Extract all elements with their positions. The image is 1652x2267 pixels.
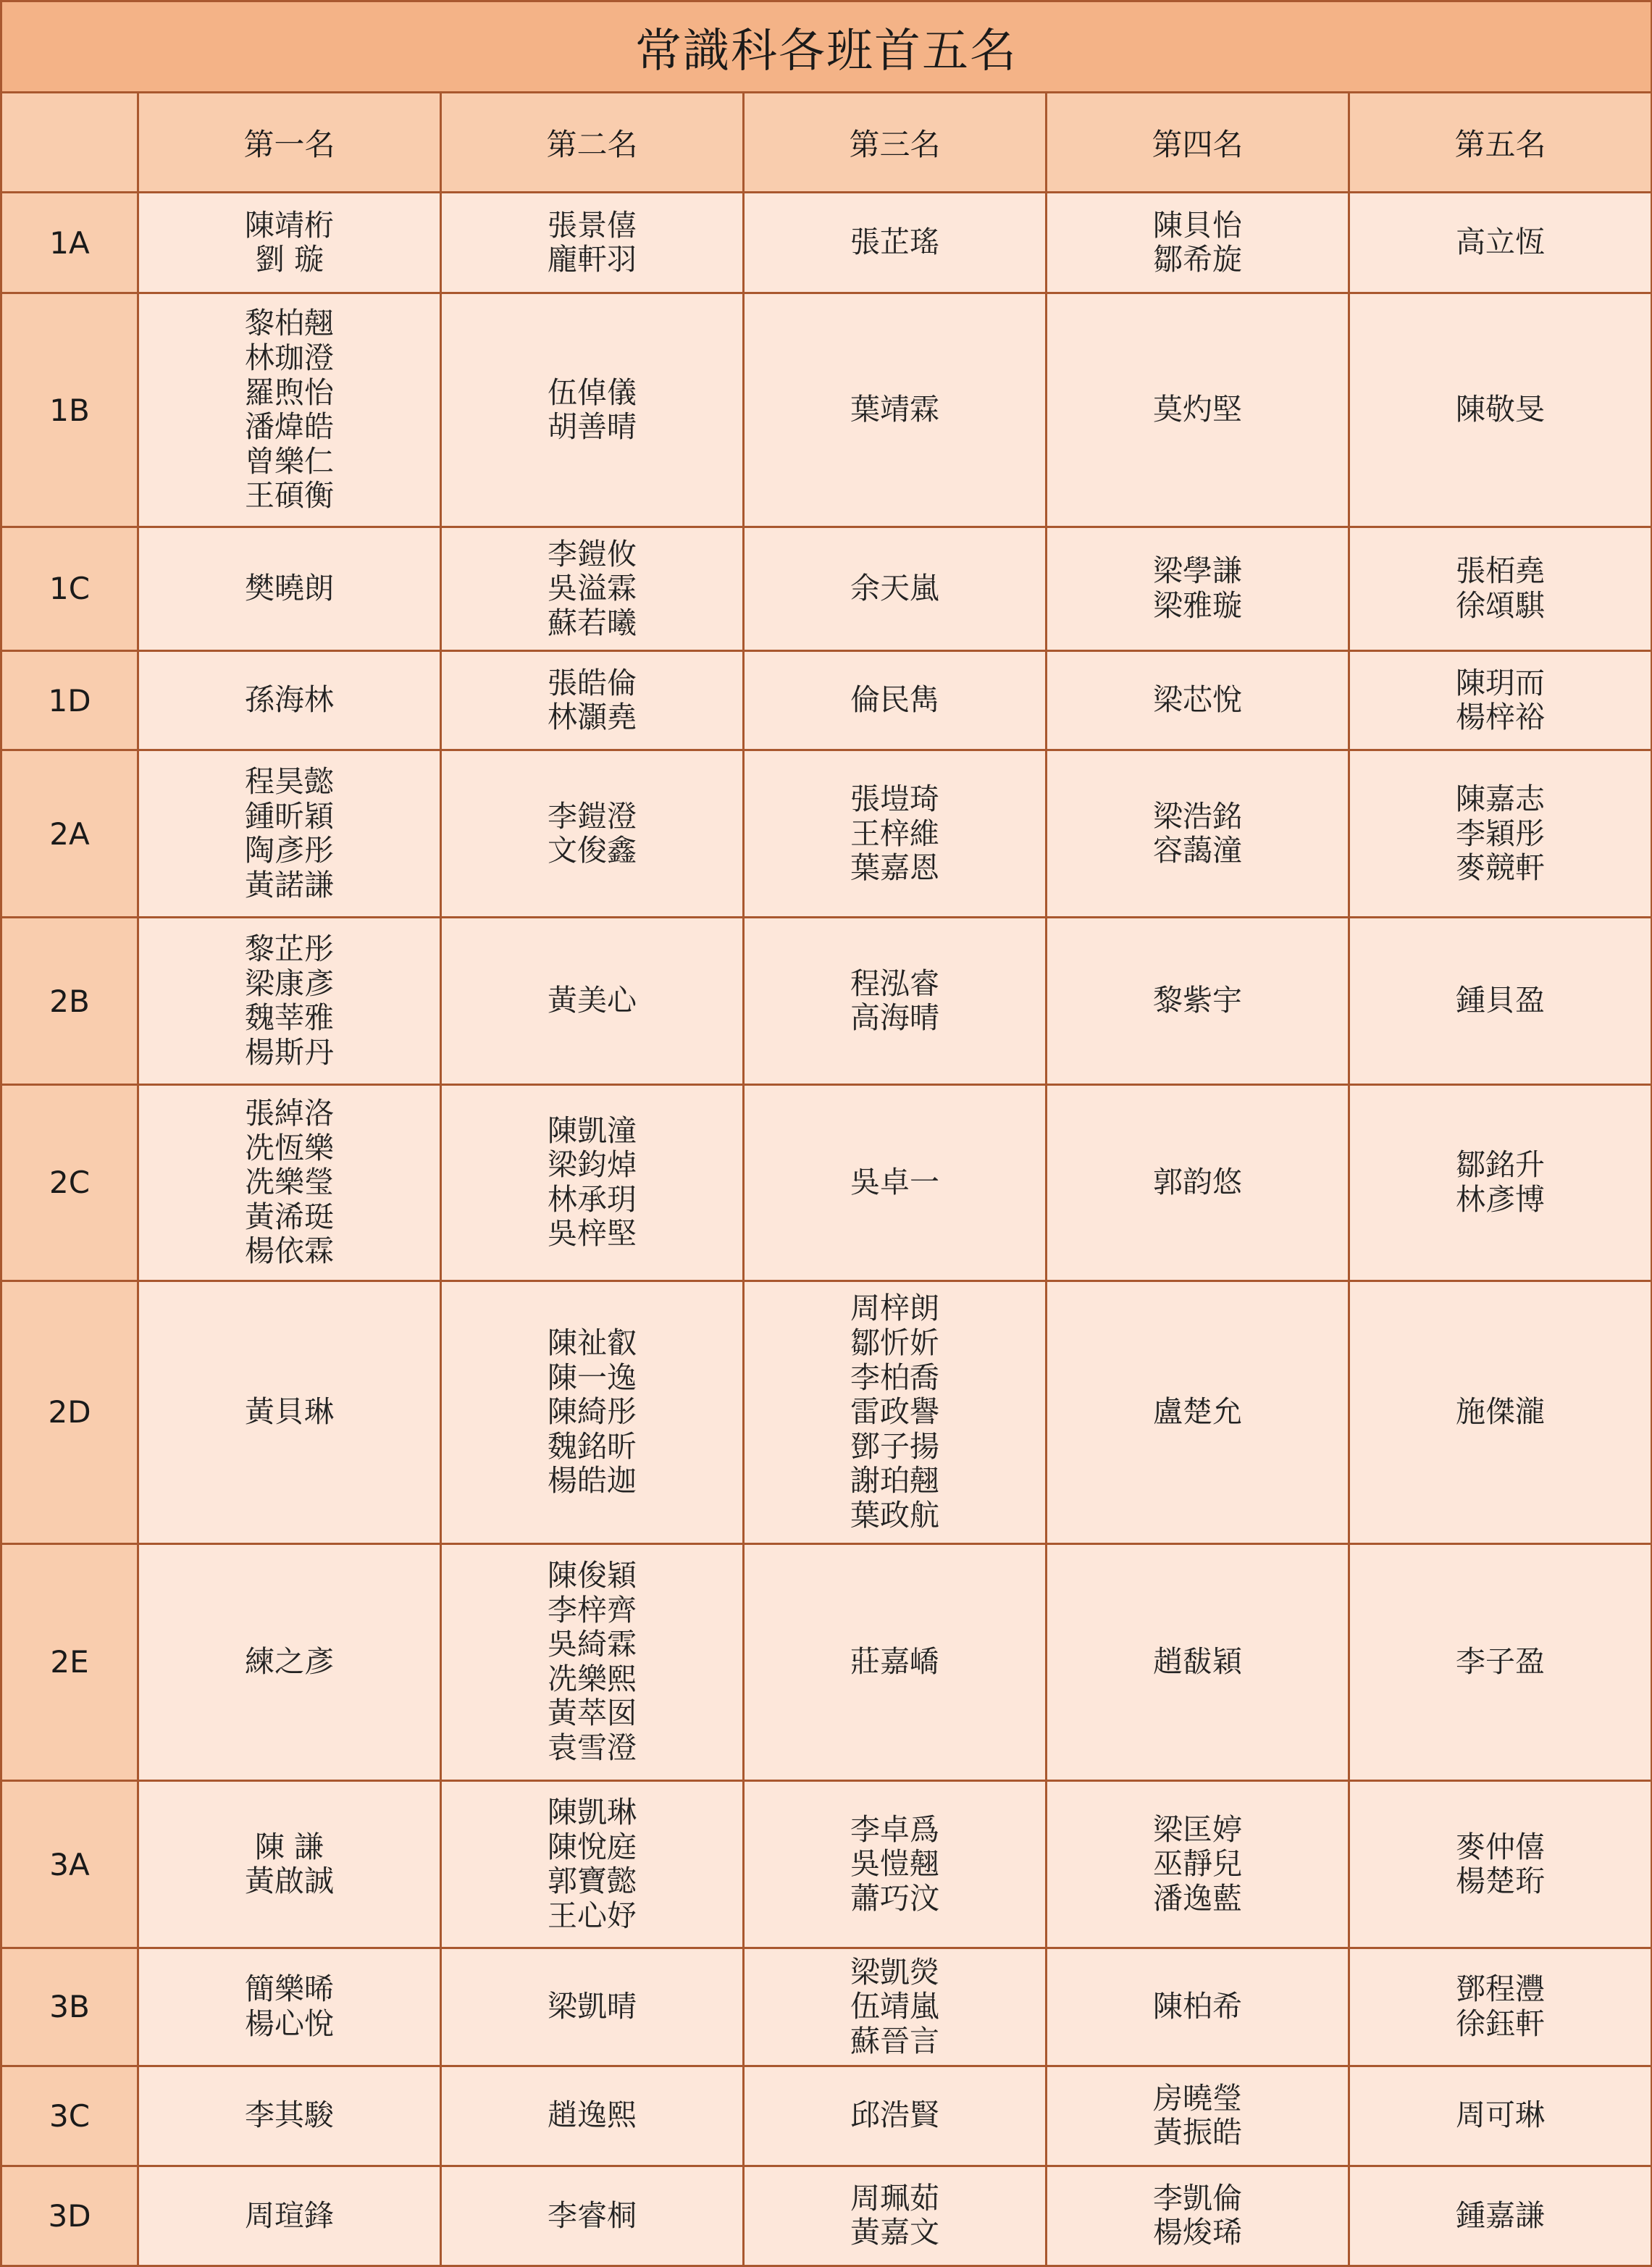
student-name: 雷政譽 [850, 1394, 939, 1430]
student-name: 郭寶懿 [548, 1864, 637, 1899]
place-cell [1349, 918, 1652, 1084]
place-cell [1047, 1281, 1349, 1543]
student-name: 胡善晴 [548, 409, 637, 445]
student-name: 梁浩銘 [1153, 798, 1242, 834]
student-name: 周梓朗 [850, 1291, 939, 1326]
student-name: 曾樂仁 [245, 443, 334, 479]
student-name: 麥競軒 [1456, 850, 1545, 886]
student-name: 李卓爲 [850, 1811, 939, 1847]
place-cell [744, 1948, 1047, 2066]
table-row [1, 1543, 1652, 1780]
class-label: 1D [1, 650, 138, 750]
student-name: 周珮茹 [850, 2180, 939, 2216]
place-cell [1047, 918, 1349, 1084]
student-name: 吳溢霖 [548, 571, 637, 606]
student-name: 陳 謙 [254, 1829, 324, 1864]
student-name: 林彥博 [1456, 1181, 1545, 1217]
place-cell [138, 2066, 441, 2166]
student-name: 黃諾謙 [245, 867, 334, 902]
student-name: 林灝堯 [548, 700, 637, 735]
student-name: 黃萃囡 [548, 1696, 637, 1731]
place-cell [138, 2166, 441, 2266]
student-name: 黎柏翹 [245, 306, 334, 341]
student-name: 郭韵悠 [1153, 1165, 1242, 1200]
header-second: 第二名 [441, 93, 744, 193]
student-name: 鄒希旋 [1153, 242, 1242, 277]
student-name: 伍倬儀 [548, 374, 637, 410]
student-name: 黃美心 [548, 983, 637, 1018]
student-name: 李鎧攸 [548, 536, 637, 571]
place-cell [441, 650, 744, 750]
student-name: 王碩衡 [245, 478, 334, 514]
place-cell [138, 527, 441, 650]
student-name: 練之彥 [245, 1644, 334, 1680]
student-name: 施傑瀧 [1456, 1394, 1545, 1430]
student-name: 梁學謙 [1153, 553, 1242, 589]
place-cell [1047, 527, 1349, 650]
place-cell [744, 2066, 1047, 2166]
student-name: 張綽洛 [245, 1096, 334, 1131]
student-name: 周瑄鋒 [245, 2197, 334, 2233]
student-name: 黃浠珽 [245, 1199, 334, 1234]
place-cell [1349, 2166, 1652, 2266]
class-label: 3D [1, 2166, 138, 2266]
student-name: 黎芷彤 [245, 931, 334, 966]
student-name: 鍾昕穎 [245, 798, 334, 834]
table-row [1, 650, 1652, 750]
table-row [1, 2066, 1652, 2166]
student-name: 梁凱晴 [548, 1989, 637, 2024]
place-cell [1047, 650, 1349, 750]
student-name: 倫民雋 [850, 682, 939, 718]
header-third: 第三名 [744, 93, 1047, 193]
student-name: 梁凱熒 [850, 1954, 939, 1990]
place-cell [138, 1781, 441, 1948]
student-name: 盧楚允 [1153, 1394, 1242, 1430]
student-name: 陶彥彤 [245, 833, 334, 868]
student-name: 黃啟誠 [245, 1864, 334, 1899]
place-cell [1047, 1543, 1349, 1780]
place-cell [441, 193, 744, 293]
place-cell [138, 293, 441, 527]
student-name: 程泓睿 [850, 965, 939, 1001]
student-name: 梁匡婷 [1153, 1811, 1242, 1847]
place-cell [441, 918, 744, 1084]
place-cell [441, 2066, 744, 2166]
student-name: 謝珀翹 [850, 1463, 939, 1499]
table-row [1, 1084, 1652, 1281]
student-name: 吳綺霖 [548, 1627, 637, 1662]
student-name: 鄒忻妡 [850, 1325, 939, 1360]
student-name: 吳卓一 [850, 1165, 939, 1200]
student-name: 葉政航 [850, 1497, 939, 1533]
student-name: 吳梓堅 [548, 1216, 637, 1252]
place-cell [441, 527, 744, 650]
table-row [1, 750, 1652, 918]
table-row [1, 1948, 1652, 2066]
student-name: 陳靖桁 [245, 207, 334, 243]
student-name: 樊曉朗 [245, 571, 334, 606]
place-cell [1349, 293, 1652, 527]
place-cell [441, 1281, 744, 1543]
student-name: 蕭巧汶 [850, 1880, 939, 1916]
place-cell [1349, 1543, 1652, 1780]
student-name: 袁雪澄 [548, 1730, 637, 1765]
student-name: 文俊鑫 [548, 833, 637, 868]
student-name: 張皓倫 [548, 665, 637, 700]
class-label: 1A [1, 193, 138, 293]
place-cell [138, 750, 441, 918]
table-title: 常識科各班首五名 [1, 1, 1652, 93]
header-first: 第一名 [138, 93, 441, 193]
student-name: 陳貝怡 [1153, 207, 1242, 243]
place-cell [744, 1281, 1047, 1543]
place-cell [744, 918, 1047, 1084]
student-name: 徐頌騏 [1456, 587, 1545, 623]
table-row [1, 2166, 1652, 2266]
student-name: 李凱倫 [1153, 2180, 1242, 2216]
class-label: 1C [1, 527, 138, 650]
header-row [1, 93, 1652, 193]
place-cell [1047, 750, 1349, 918]
place-cell [1349, 650, 1652, 750]
student-name: 李睿桐 [548, 2197, 637, 2233]
student-name: 梁芯悅 [1153, 682, 1242, 718]
table-row [1, 293, 1652, 527]
student-name: 高海晴 [850, 1000, 939, 1036]
student-name: 陳玥而 [1456, 665, 1545, 700]
student-name: 陳柏希 [1153, 1989, 1242, 2024]
place-cell [441, 293, 744, 527]
student-name: 伍靖嵐 [850, 1989, 939, 2024]
place-cell [1349, 527, 1652, 650]
class-label: 2E [1, 1543, 138, 1780]
class-label: 3A [1, 1781, 138, 1948]
student-name: 徐鈺軒 [1456, 2006, 1545, 2041]
student-name: 冼樂瑩 [245, 1165, 334, 1200]
table-row [1, 193, 1652, 293]
place-cell [1047, 1948, 1349, 2066]
student-name: 陳一逸 [548, 1359, 637, 1395]
student-name: 王梓維 [850, 816, 939, 851]
student-name: 陳凱琳 [548, 1795, 637, 1830]
student-name: 李柏喬 [850, 1359, 939, 1395]
place-cell [744, 193, 1047, 293]
table-row [1, 527, 1652, 650]
place-cell [1349, 2066, 1652, 2166]
place-cell [744, 2166, 1047, 2266]
place-cell [1047, 293, 1349, 527]
class-label: 3B [1, 1948, 138, 2066]
place-cell [441, 1543, 744, 1780]
student-name: 鍾嘉謙 [1456, 2197, 1545, 2233]
class-label: 2A [1, 750, 138, 918]
student-name: 李穎彤 [1456, 816, 1545, 851]
student-name: 李其駿 [245, 2098, 334, 2133]
student-name: 陳綺彤 [548, 1394, 637, 1430]
class-label: 2B [1, 918, 138, 1084]
student-name: 梁雅璇 [1153, 587, 1242, 623]
student-name: 潘逸藍 [1153, 1880, 1242, 1916]
student-name: 孫海林 [245, 682, 334, 718]
student-name: 趙逸熙 [548, 2098, 637, 2133]
place-cell [441, 1948, 744, 2066]
header-fourth: 第四名 [1047, 93, 1349, 193]
place-cell [744, 527, 1047, 650]
place-cell [1047, 1084, 1349, 1281]
student-name: 張栢堯 [1456, 553, 1545, 589]
student-name: 陳祉叡 [548, 1325, 637, 1360]
student-name: 冼恆樂 [245, 1130, 334, 1165]
student-name: 程昊懿 [245, 764, 334, 800]
class-label: 3C [1, 2066, 138, 2166]
place-cell [441, 750, 744, 918]
place-cell [1047, 193, 1349, 293]
student-name: 王心妤 [548, 1898, 637, 1933]
place-cell [1349, 1948, 1652, 2066]
student-name: 周可琳 [1456, 2098, 1545, 2133]
student-name: 麥仲僖 [1456, 1829, 1545, 1864]
student-name: 鍾貝盈 [1456, 983, 1545, 1018]
student-name: 簡樂晞 [245, 1971, 334, 2007]
place-cell [744, 1543, 1047, 1780]
student-name: 張景僖 [548, 207, 637, 243]
student-name: 潘煒皓 [245, 409, 334, 445]
student-name: 劉 璇 [254, 242, 324, 277]
place-cell [441, 1084, 744, 1281]
student-name: 李梓齊 [548, 1592, 637, 1627]
place-cell [138, 1281, 441, 1543]
student-name: 楊梓裕 [1456, 700, 1545, 735]
student-name: 鄧程灃 [1456, 1971, 1545, 2007]
place-cell [1047, 2066, 1349, 2166]
student-name: 楊依霖 [245, 1233, 334, 1269]
student-name: 楊楚珩 [1456, 1864, 1545, 1899]
student-name: 林珈澄 [245, 340, 334, 375]
place-cell [744, 1084, 1047, 1281]
student-name: 趙馛穎 [1153, 1644, 1242, 1680]
student-name: 黃振皓 [1153, 2115, 1242, 2150]
place-cell [1047, 1781, 1349, 1948]
student-name: 高立恆 [1456, 225, 1545, 260]
student-name: 莫灼堅 [1153, 392, 1242, 427]
student-name: 黃嘉文 [850, 2215, 939, 2250]
place-cell [1349, 193, 1652, 293]
place-cell [744, 1781, 1047, 1948]
student-name: 容藹潼 [1153, 833, 1242, 868]
student-name: 楊心悅 [245, 2006, 334, 2041]
student-name: 房曉瑩 [1153, 2080, 1242, 2116]
corner-cell [1, 93, 138, 193]
student-name: 陳敬旻 [1456, 392, 1545, 427]
student-name: 魏莘雅 [245, 1000, 334, 1036]
student-name: 吳愷翹 [850, 1846, 939, 1882]
student-name: 梁鈞焯 [548, 1147, 637, 1183]
student-name: 楊斯丹 [245, 1034, 334, 1070]
student-name: 陳俊穎 [548, 1558, 637, 1593]
student-name: 黎紫宇 [1153, 983, 1242, 1018]
class-label: 2C [1, 1084, 138, 1281]
place-cell [744, 293, 1047, 527]
student-name: 梁康彥 [245, 965, 334, 1001]
student-name: 莊嘉嶠 [850, 1644, 939, 1680]
student-name: 龐軒羽 [548, 242, 637, 277]
place-cell [1349, 1781, 1652, 1948]
student-name: 葉嘉恩 [850, 850, 939, 886]
student-name: 陳凱潼 [548, 1112, 637, 1148]
student-name: 羅煦怡 [245, 374, 334, 410]
student-name: 陳嘉志 [1456, 781, 1545, 816]
place-cell [138, 193, 441, 293]
student-name: 鄒銘升 [1456, 1147, 1545, 1183]
student-name: 蘇晉言 [850, 2023, 939, 2058]
student-name: 巫靜兒 [1153, 1846, 1242, 1882]
place-cell [1349, 750, 1652, 918]
place-cell [1047, 2166, 1349, 2266]
header-fifth: 第五名 [1349, 93, 1652, 193]
student-name: 魏銘昕 [548, 1428, 637, 1464]
student-name: 楊焌琋 [1153, 2215, 1242, 2250]
student-name: 葉靖霖 [850, 392, 939, 427]
place-cell [441, 2166, 744, 2266]
student-name: 蘇若曦 [548, 605, 637, 640]
table-row [1, 1781, 1652, 1948]
student-name: 冼樂熙 [548, 1661, 637, 1696]
place-cell [138, 1084, 441, 1281]
place-cell [138, 650, 441, 750]
place-cell [744, 650, 1047, 750]
student-name: 張塏琦 [850, 781, 939, 816]
table-row [1, 918, 1652, 1084]
table-row [1, 1281, 1652, 1543]
student-name: 余天嵐 [850, 571, 939, 606]
class-label: 2D [1, 1281, 138, 1543]
place-cell [441, 1781, 744, 1948]
student-name: 林承玥 [548, 1181, 637, 1217]
place-cell [1349, 1281, 1652, 1543]
student-name: 邱浩賢 [850, 2098, 939, 2133]
student-name: 李子盈 [1456, 1644, 1545, 1680]
student-name: 張芷瑤 [850, 225, 939, 260]
place-cell [1349, 1084, 1652, 1281]
place-cell [138, 918, 441, 1084]
student-name: 黃貝琳 [245, 1394, 334, 1430]
student-name: 楊皓迦 [548, 1463, 637, 1499]
place-cell [744, 750, 1047, 918]
place-cell [138, 1948, 441, 2066]
student-name: 李鎧澄 [548, 798, 637, 834]
place-cell [138, 1543, 441, 1780]
student-name: 陳悅庭 [548, 1829, 637, 1864]
student-name: 鄧子揚 [850, 1428, 939, 1464]
class-label: 1B [1, 293, 138, 527]
